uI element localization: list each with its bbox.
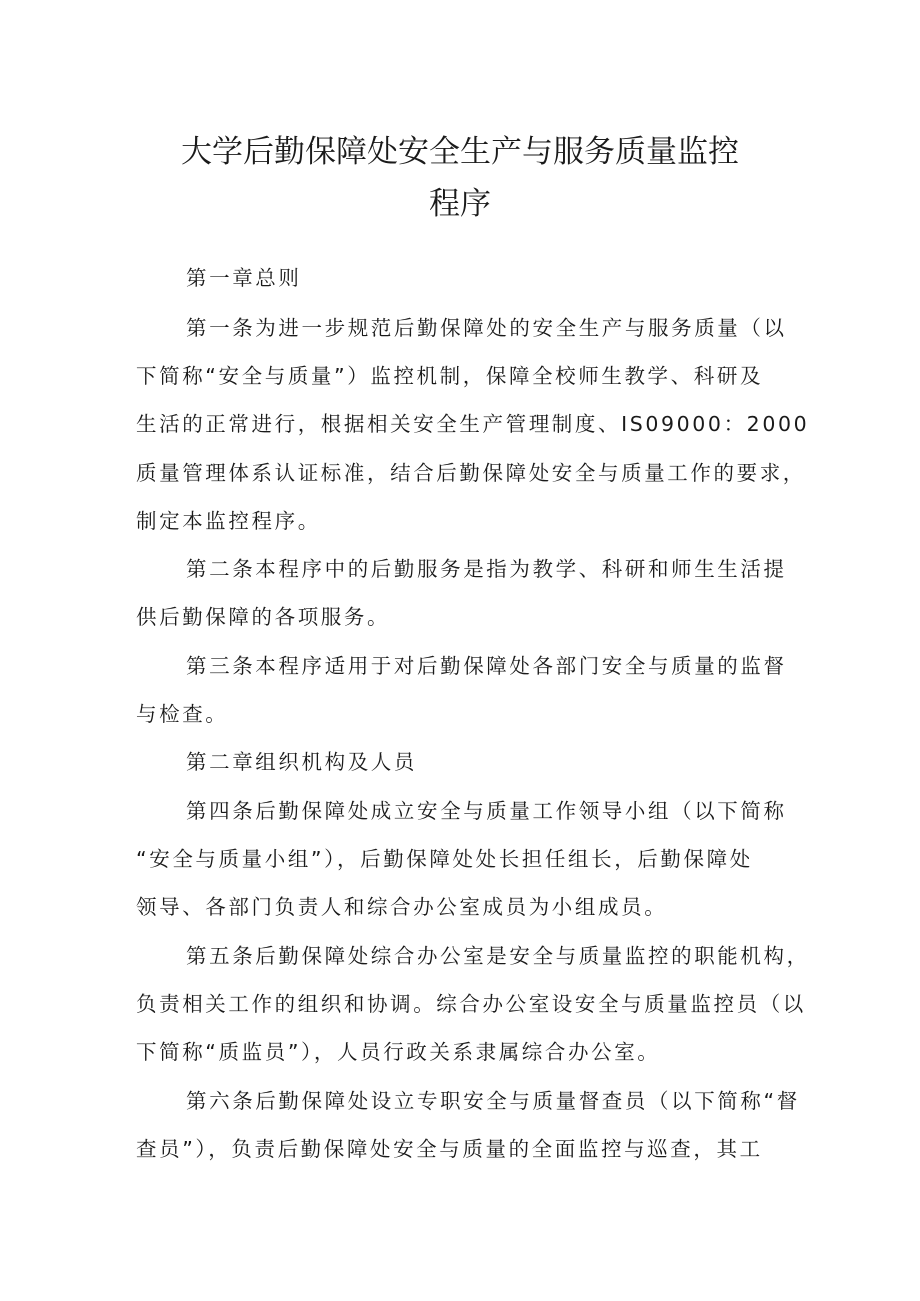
text-line: 领导、各部门负责人和综合办公室成员为小组成员。: [136, 895, 668, 919]
document-title-line-1: 大学后勤保障处安全生产与服务质量监控: [181, 134, 739, 170]
text-line: 负责相关工作的组织和协调。综合办公室设安全与质量监控员（以: [136, 992, 806, 1016]
text-line: 第五条后勤保障处综合办公室是安全与质量监控的职能机构，: [186, 944, 810, 968]
text-line: 下简称“安全与质量”）监控机制，保障全校师生教学、科研及: [136, 364, 764, 388]
text-line: 制定本监控程序。: [136, 509, 321, 533]
text-line: 第六条后勤保障处设立专职安全与质量督查员（以下简称“督: [186, 1089, 800, 1113]
text-line: 第四条后勤保障处成立安全与质量工作领导小组（以下简称: [186, 799, 787, 823]
chapter-heading: 第二章组织机构及人员: [186, 750, 417, 774]
text-line: 供后勤保障的各项服务。: [136, 605, 391, 629]
text-line: 查员”），负责后勤保障处安全与质量的全面监控与巡查，其工: [136, 1137, 763, 1161]
text-line: 质量管理体系认证标准，结合后勤保障处安全与质量工作的要求，: [136, 461, 806, 485]
chapter-heading: 第一章总则: [186, 266, 302, 290]
text-line: 与检查。: [136, 702, 229, 726]
text-line: 第一条为进一步规范后勤保障处的安全生产与服务质量（以: [186, 316, 787, 340]
text-line: “安全与质量小组”），后勤保障处处长担任组长，后勤保障处: [136, 847, 753, 871]
text-line: 下简称“质监员”），人员行政关系隶属综合办公室。: [136, 1040, 661, 1064]
text-line: 第三条本程序适用于对后勤保障处各部门安全与质量的监督: [186, 654, 787, 678]
document-title-line-2: 程序: [429, 186, 491, 222]
text-line: 第二条本程序中的后勤服务是指为教学、科研和师生生活提: [186, 557, 787, 581]
text-line: 生活的正常进行，根据相关安全生产管理制度、IS09000：2000: [136, 412, 810, 436]
